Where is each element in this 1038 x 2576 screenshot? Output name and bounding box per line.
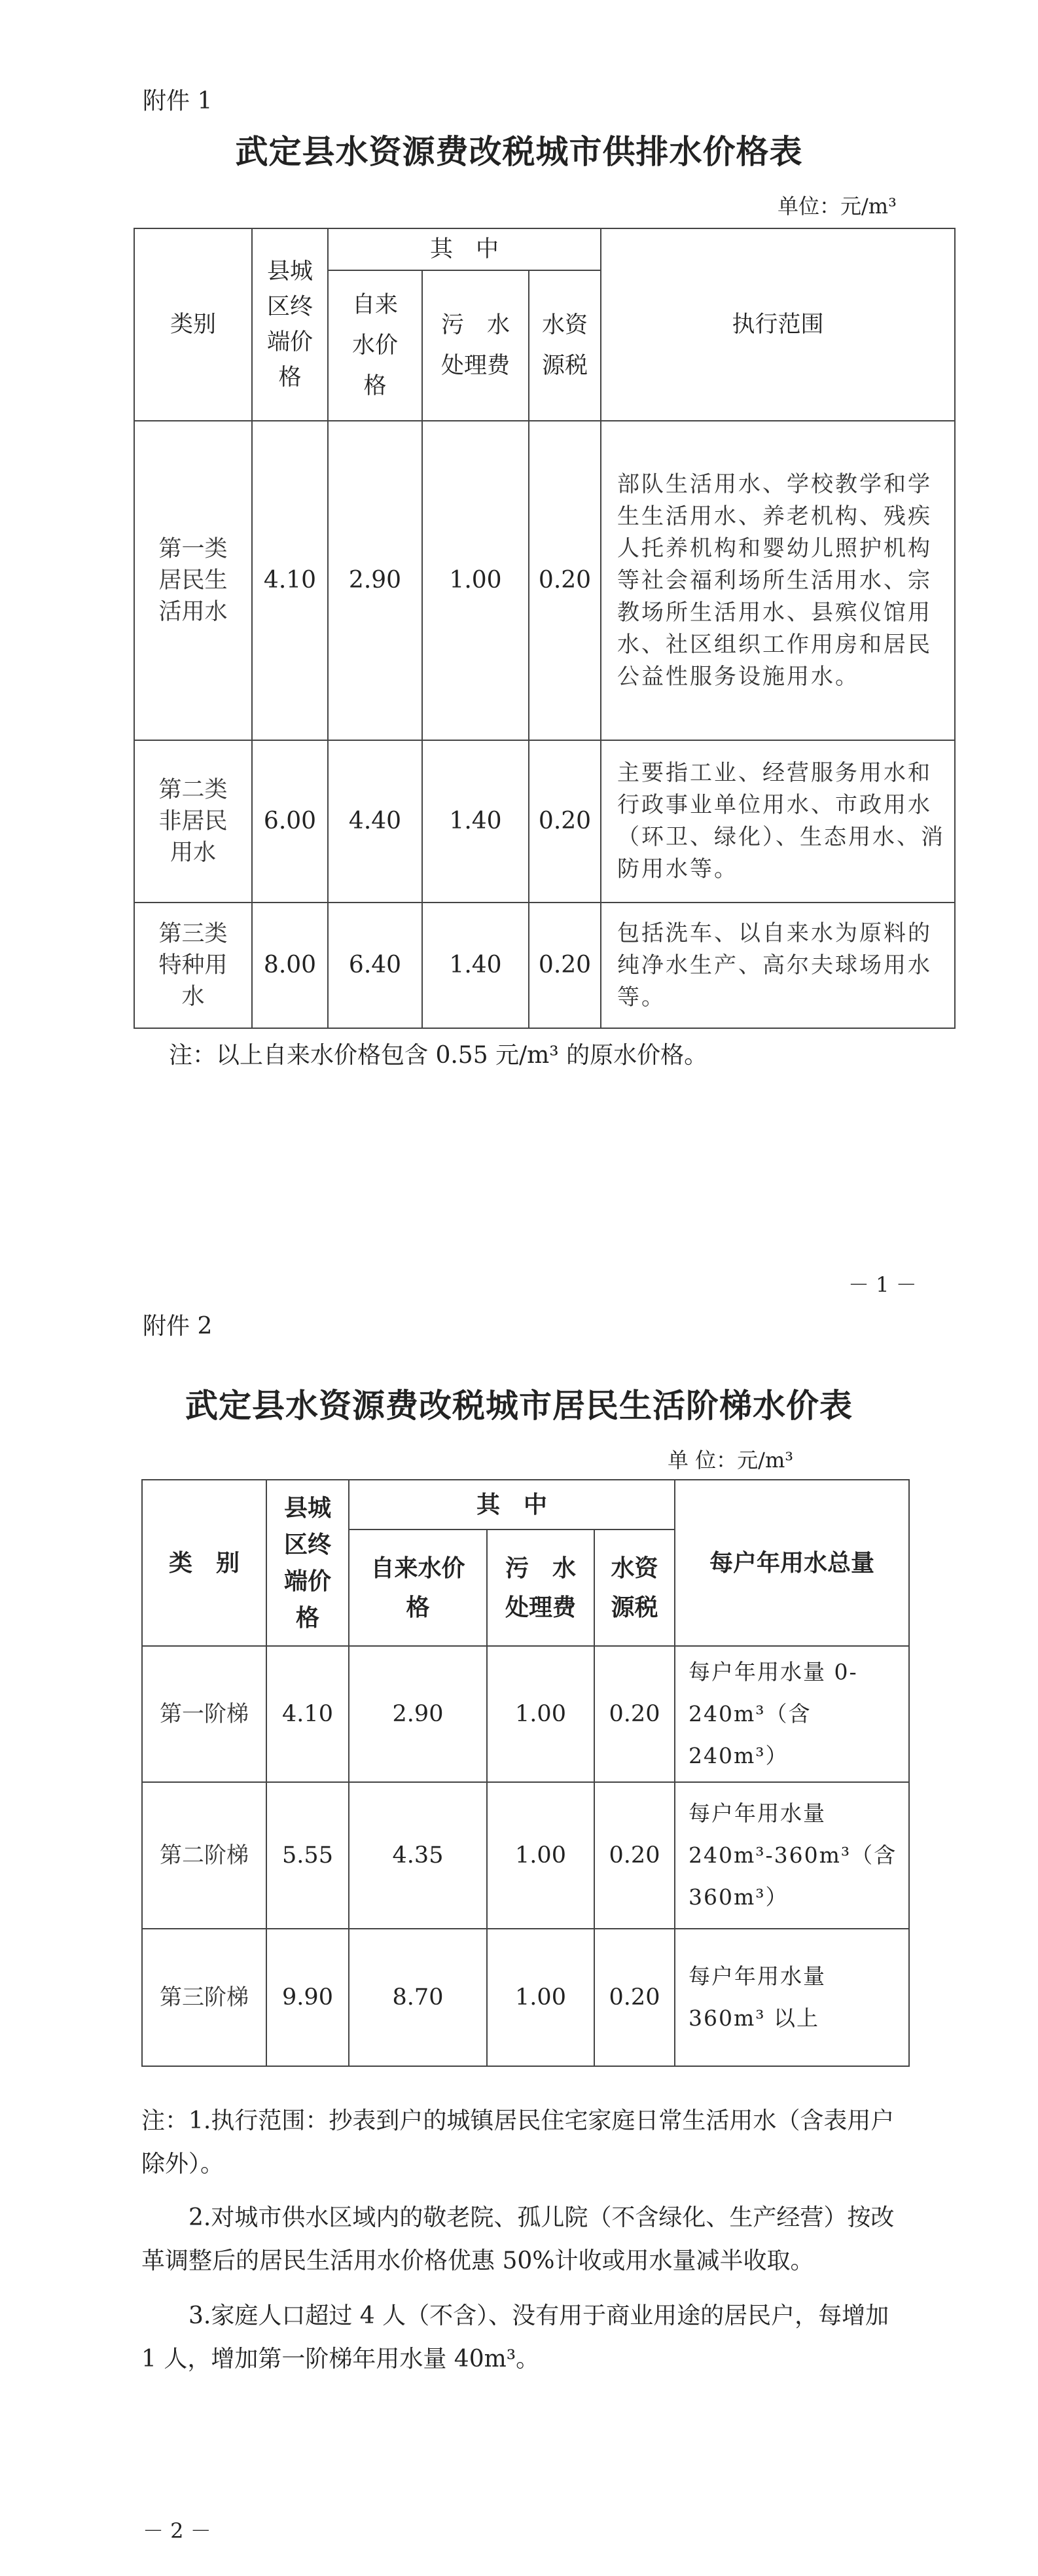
county-price-cell: 5.55 xyxy=(266,1782,349,1929)
tier-cell: 第二阶梯 xyxy=(142,1782,266,1929)
scope-cell: 包括洗车、以自来水为原料的纯净水生产、高尔夫球场用水等。 xyxy=(601,903,955,1028)
page-title-2: 武定县水资源费改税城市居民生活阶梯水价表 xyxy=(185,1386,853,1425)
tap-water-cell: 4.40 xyxy=(328,740,422,903)
unit-label-2: 单 位：元/m³ xyxy=(668,1448,794,1473)
water-tax-cell: 0.20 xyxy=(594,1929,675,2066)
table-row xyxy=(142,1782,909,1929)
attachment-label-2: 附件 2 xyxy=(143,1313,213,1340)
sewage-cell: 1.00 xyxy=(487,1646,594,1782)
county-price-cell: 4.10 xyxy=(252,421,328,740)
page2-note-2: 2.对城市供水区域内的敬老院、孤儿院（不含绿化、生产经营）按改革调整后的居民生活用水价格优惠 50%计收或用水量减半收取。 xyxy=(141,2204,895,2274)
table-row xyxy=(134,740,955,903)
tap-water-cell: 8.70 xyxy=(349,1929,487,2066)
header-tap-water: 自来水价格 xyxy=(349,1530,487,1646)
header-water-tax: 水资源税 xyxy=(529,270,601,421)
header-category: 类 别 xyxy=(142,1480,266,1646)
table-row xyxy=(142,1929,909,2066)
header-scope: 执行范围 xyxy=(601,228,955,421)
annual-volume-cell: 每户年用水量 240m³-360m³（含 360m³） xyxy=(675,1782,909,1929)
page2-note-1: 注：1.执行范围：抄表到户的城镇居民住宅家庭日常生活用水（含表用户除外）。 xyxy=(141,2107,895,2177)
annual-volume-cell: 每户年用水量 360m³ 以上 xyxy=(675,1929,909,2066)
category-cell: 第三类特种用水 xyxy=(134,903,252,1028)
page-number-2: － 2 － xyxy=(143,2518,211,2543)
scope-cell: 部队生活用水、学校教学和学生生活用水、养老机构、残疾人托养机构和婴幼儿照护机构等社会福利场所生活用水、宗教场所生活用水、县殡仪馆用水、社区组织工作用房和居民公益性服务设施用水。 xyxy=(601,421,955,740)
scope-cell: 主要指工业、经营服务用水和行政事业单位用水、市政用水（环卫、绿化）、生态用水、消防用水等。 xyxy=(601,740,955,903)
tap-water-cell: 2.90 xyxy=(328,421,422,740)
header-category: 类别 xyxy=(134,228,252,421)
header-water-tax: 水资源税 xyxy=(594,1530,675,1646)
page2-note-3: 3.家庭人口超过 4 人（不含）、没有用于商业用途的居民户，每增加 1 人，增加第一阶梯年用水量 40m³。 xyxy=(141,2302,889,2372)
county-price-cell: 9.90 xyxy=(266,1929,349,2066)
table-row xyxy=(142,1646,909,1782)
sewage-cell: 1.40 xyxy=(422,903,529,1028)
header-sewage: 污 水处理费 xyxy=(422,270,529,421)
unit-label-1: 单位：元/m³ xyxy=(778,194,897,219)
supply-drainage-price-table xyxy=(134,228,956,1029)
header-annual-volume: 每户年用水总量 xyxy=(675,1480,909,1646)
category-cell: 第二类非居民用水 xyxy=(134,740,252,903)
header-county-price: 县城区终端价格 xyxy=(252,228,328,421)
sewage-cell: 1.40 xyxy=(422,740,529,903)
water-tax-cell: 0.20 xyxy=(594,1782,675,1929)
header-of-which: 其 中 xyxy=(349,1480,675,1530)
tier-cell: 第三阶梯 xyxy=(142,1929,266,2066)
page-title-1: 武定县水资源费改税城市供排水价格表 xyxy=(235,132,803,171)
page-number-1: － 1 － xyxy=(848,1272,917,1297)
county-price-cell: 6.00 xyxy=(252,740,328,903)
water-tax-cell: 0.20 xyxy=(529,421,601,740)
sewage-cell: 1.00 xyxy=(487,1929,594,2066)
table-row xyxy=(134,421,955,740)
page1-note: 注：以上自来水价格包含 0.55 元/m³ 的原水价格。 xyxy=(169,1042,708,1069)
sewage-cell: 1.00 xyxy=(422,421,529,740)
water-tax-cell: 0.20 xyxy=(594,1646,675,1782)
header-tap-water: 自来水价格 xyxy=(328,270,422,421)
header-county-price: 县城区终端价格 xyxy=(266,1480,349,1646)
header-of-which: 其 中 xyxy=(328,228,601,270)
county-price-cell: 8.00 xyxy=(252,903,328,1028)
tiered-water-price-table xyxy=(141,1479,910,2067)
sewage-cell: 1.00 xyxy=(487,1782,594,1929)
category-cell: 第一类居民生活用水 xyxy=(134,421,252,740)
header-sewage: 污 水处理费 xyxy=(487,1530,594,1646)
county-price-cell: 4.10 xyxy=(266,1646,349,1782)
tap-water-cell: 4.35 xyxy=(349,1782,487,1929)
tap-water-cell: 2.90 xyxy=(349,1646,487,1782)
annual-volume-cell: 每户年用水量 0-240m³（含 240m³） xyxy=(675,1646,909,1782)
tap-water-cell: 6.40 xyxy=(328,903,422,1028)
attachment-label-1: 附件 1 xyxy=(143,88,213,115)
water-tax-cell: 0.20 xyxy=(529,740,601,903)
tier-cell: 第一阶梯 xyxy=(142,1646,266,1782)
table-row xyxy=(134,903,955,1028)
water-tax-cell: 0.20 xyxy=(529,903,601,1028)
